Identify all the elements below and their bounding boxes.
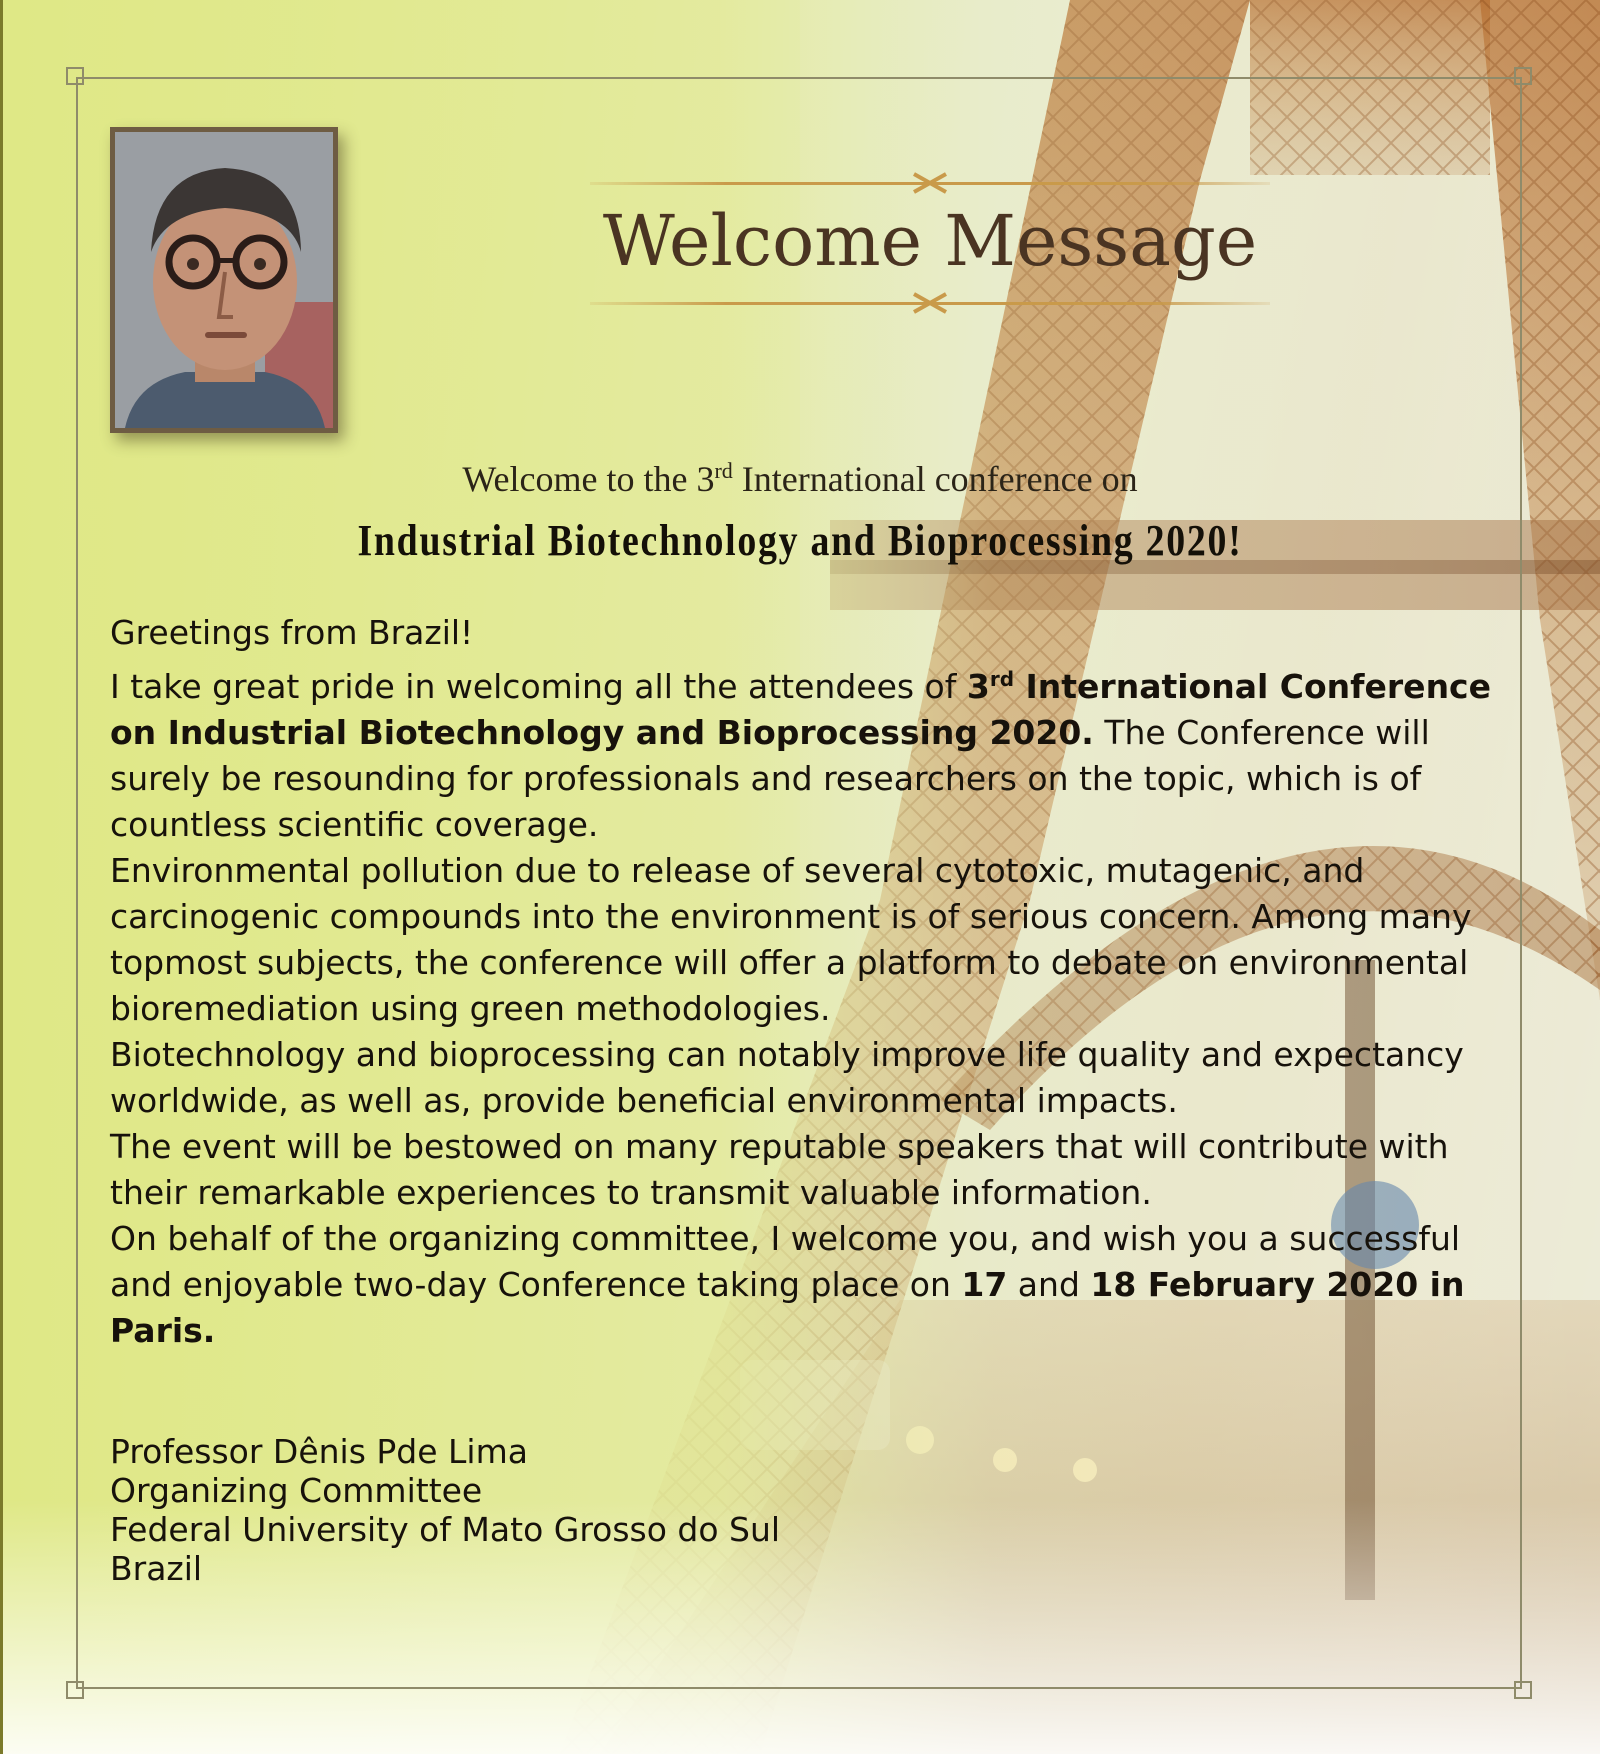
paragraph-3: Biotechnology and bioprocessing can notably improve life quality and expectancy worldwide, as well as, provide beneficial environmental impacts. — [110, 1035, 1464, 1120]
p5-start: On behalf of the organizing committee, I welcome you, and wish you a successful and enjoyable two-day Conference taking place on — [110, 1219, 1461, 1304]
p1-start: I take great pride in welcoming all the attendees of — [110, 667, 967, 706]
conference-title: Industrial Biotechnology and Bioprocessing 2020! — [357, 516, 1243, 565]
p1-bold-num: 3 — [966, 667, 990, 706]
greeting: Greetings from Brazil! — [110, 613, 474, 652]
speaker-portrait-photo — [110, 127, 338, 433]
page-title: Welcome Message — [602, 200, 1258, 282]
frame-corner-ornament — [66, 1681, 84, 1699]
p1-bold-rest: International Conference on Industrial Biotechnology and Bioprocessing 2020. — [110, 667, 1492, 752]
frame-corner-ornament — [66, 67, 84, 85]
paragraph-5 — [110, 1216, 1510, 1354]
message-body — [110, 610, 1510, 1354]
welcome-line — [300, 458, 1300, 500]
paragraph-1 — [110, 656, 1510, 848]
p5-bold-date-1: 17 — [961, 1265, 1008, 1304]
p1-end: The Conference will surely be resounding for professionals and researchers on the topic, which is of countless scientific coverage. — [110, 713, 1430, 844]
title-ornament-icon — [912, 292, 948, 314]
paragraph-4: The event will be bestowed on many reputable speakers that will contribute with their remarkable experiences to transmit valuable information. — [110, 1127, 1449, 1212]
title-block — [590, 170, 1270, 320]
title-ornament-icon — [912, 172, 948, 194]
signature-country: Brazil — [110, 1549, 203, 1588]
welcome-suffix: International conference on — [732, 459, 1138, 499]
p5-mid: and — [1007, 1265, 1091, 1304]
frame-corner-ornament — [1514, 1681, 1532, 1699]
portrait-photo-icon — [115, 132, 333, 428]
p5-bold-date-2: 18 February 2020 in Paris. — [110, 1265, 1465, 1350]
p1-bold-ordinal: rd — [989, 667, 1015, 691]
signature-institution: Federal University of Mato Grosso do Sul — [110, 1510, 781, 1549]
signature-name: Professor Dênis Pde Lima — [110, 1432, 528, 1471]
frame-corner-ornament — [1514, 67, 1532, 85]
paragraph-2: Environmental pollution due to release of several cytotoxic, mutagenic, and carcinogenic compounds into the environment is of serious concern. Among many topmost subjects, the conference will offer a platform to debate on environmental bioremediation using green methodologies. — [110, 851, 1472, 1028]
welcome-ordinal: rd — [714, 458, 733, 483]
signature-role: Organizing Committee — [110, 1471, 483, 1510]
signature-block — [110, 1432, 1010, 1588]
welcome-prefix: Welcome to the 3 — [462, 459, 715, 499]
left-edge-rule — [0, 0, 3, 1754]
